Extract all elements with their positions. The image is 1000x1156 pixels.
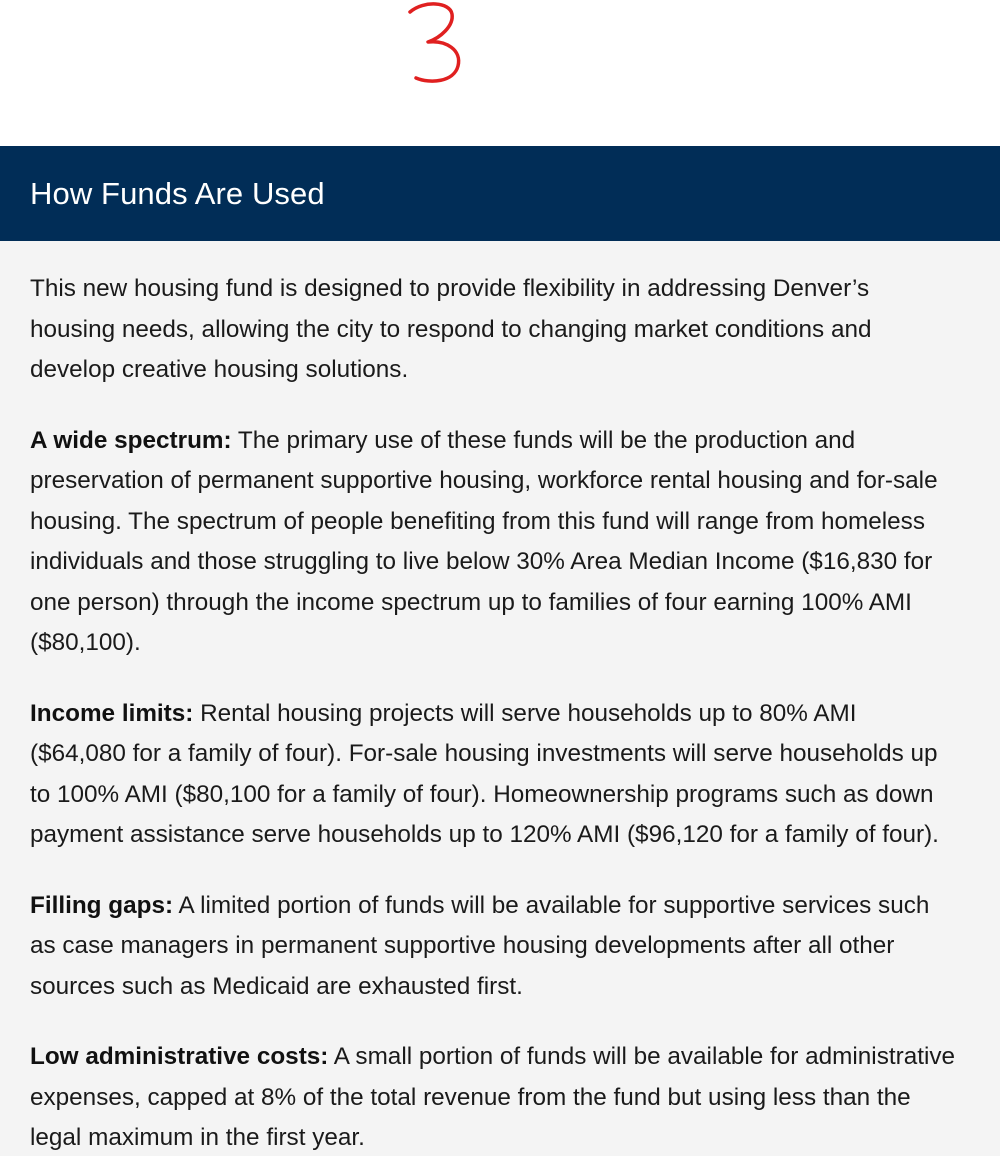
text-line — [30, 1037, 1000, 1078]
text-line: expenses, capped at 8% of the total revenue from the fund but using less than the — [30, 1083, 911, 1111]
paragraph-income-limits — [30, 694, 1000, 856]
section-title: How Funds Are Used — [30, 175, 325, 211]
text-line: This new housing fund is designed to provide flexibility in addressing Denver’s — [30, 275, 870, 302]
text-line: legal maximum in the first year. — [30, 1124, 365, 1151]
text-line: sources such as Medicaid are exhausted first. — [30, 972, 523, 1000]
text-line: housing needs, allowing the city to respond to changing market conditions and — [30, 315, 872, 343]
handwritten-number-annotation — [402, 0, 466, 86]
text-line: ($64,080 for a family of four). For-sale housing investments will serve households up — [30, 740, 938, 767]
section-header — [0, 146, 1000, 241]
content-area — [0, 241, 1000, 1156]
text-line: payment assistance serve households up to 120% AMI ($96,120 for a family of four). — [30, 821, 939, 848]
text-line: housing. The spectrum of people benefiting from this fund will range from homeless — [30, 507, 925, 535]
paragraph-filling-gaps — [30, 886, 1000, 1008]
paragraph-text: A limited portion of funds will be available for supportive services such — [173, 891, 930, 919]
text-line — [30, 886, 1000, 927]
text-line: to 100% AMI ($80,100 for a family of four). Homeownership programs such as down — [30, 780, 934, 808]
paragraph-text: A small portion of funds will be available for administrative — [328, 1043, 956, 1070]
paragraph-label: A wide spectrum: — [30, 426, 232, 454]
paragraph-text: Rental housing projects will serve households up to 80% AMI — [193, 699, 857, 727]
text-line: ($80,100). — [30, 629, 141, 656]
text-line: one person) through the income spectrum up to families of four earning 100% AMI — [30, 588, 912, 616]
paragraph-label: Filling gaps: — [30, 891, 174, 919]
text-line: preservation of permanent supportive housing, workforce rental housing and for-sale — [30, 467, 938, 494]
paragraph-label: Income limits: — [30, 699, 194, 727]
paragraph-admin-costs — [30, 1037, 1000, 1156]
text-line — [30, 694, 1000, 735]
paragraph-wide-spectrum — [30, 421, 1000, 664]
paragraph-text: The primary use of these funds will be the production and — [231, 426, 856, 454]
intro-paragraph — [30, 269, 1000, 391]
text-line: as case managers in permanent supportive housing developments after all other — [30, 932, 895, 959]
text-line: develop creative housing solutions. — [30, 356, 409, 383]
text-line: individuals and those struggling to live below 30% Area Median Income ($16,830 for — [30, 548, 933, 575]
top-whitespace — [0, 0, 1000, 146]
text-line — [30, 421, 1000, 462]
paragraph-label: Low administrative costs: — [30, 1043, 329, 1070]
